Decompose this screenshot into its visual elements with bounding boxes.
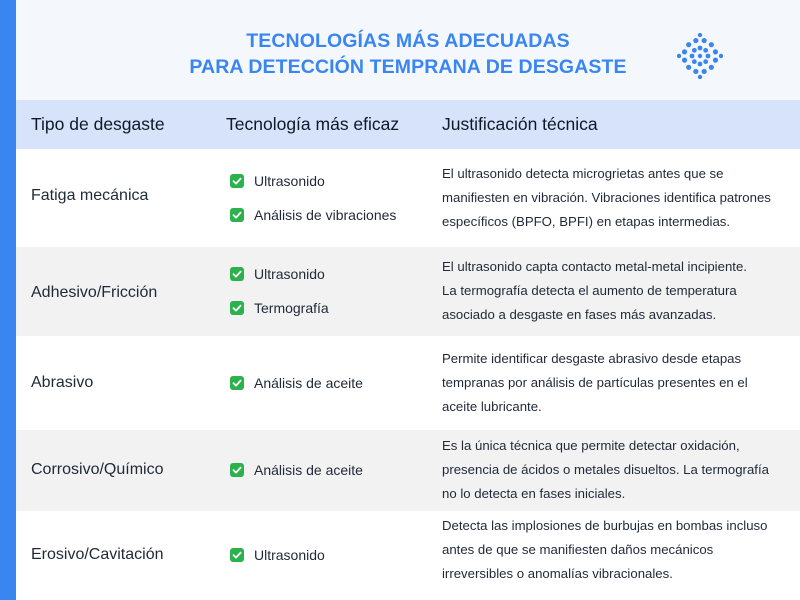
justification xyxy=(442,514,792,586)
check-icon xyxy=(230,463,244,477)
logo-dot xyxy=(690,54,695,59)
justification xyxy=(442,162,792,234)
logo-dot xyxy=(693,69,698,74)
logo-dot xyxy=(698,62,703,67)
justification-line: asociado a desgaste en fases más avanzadas. xyxy=(442,307,717,322)
logo-dot xyxy=(682,49,687,54)
logo-dot xyxy=(692,48,697,53)
logo-dot xyxy=(692,59,697,64)
column-header-technology: Tecnología más eficaz xyxy=(226,114,400,134)
table-row xyxy=(16,430,800,511)
logo-dot xyxy=(682,58,687,63)
justification-line: no lo detecta en fases iniciales. xyxy=(442,486,626,501)
logo-dot xyxy=(706,54,711,59)
check-icon xyxy=(230,376,244,390)
technology-item xyxy=(230,264,325,284)
justification-line: tempranas por análisis de partículas presentes en el xyxy=(442,375,748,390)
logo-dot xyxy=(713,58,718,63)
technology-label: Ultrasonido xyxy=(254,266,325,282)
justification-line: La termografía detecta el aumento de temperatura xyxy=(442,283,737,298)
technology-label: Análisis de aceite xyxy=(254,462,363,478)
logo-dot xyxy=(698,33,702,37)
technology-label: Análisis de aceite xyxy=(254,375,363,391)
wear-type: Abrasivo xyxy=(31,374,94,391)
logo-dot xyxy=(698,75,702,79)
wear-type: Fatiga mecánica xyxy=(31,187,149,204)
check-icon xyxy=(230,267,244,281)
technology-item xyxy=(230,545,325,565)
logo-dot xyxy=(693,38,698,43)
logo-dot xyxy=(709,42,714,47)
logo-dot xyxy=(713,49,718,54)
technology-item xyxy=(230,205,396,225)
logo-dot xyxy=(709,65,714,70)
logo-dot xyxy=(677,54,681,58)
logo-dot xyxy=(719,54,723,58)
check-icon xyxy=(230,301,244,315)
justification-line: Es la única técnica que permite detectar oxidación, xyxy=(442,438,740,453)
logo-dot xyxy=(698,46,703,51)
justification-line: El ultrasonido capta contacto metal-metal incipiente. xyxy=(442,259,747,274)
column-header-justification: Justificación técnica xyxy=(442,114,598,134)
header xyxy=(16,0,800,100)
table-header xyxy=(16,100,800,149)
justification xyxy=(442,434,792,506)
column-header-type: Tipo de desgaste xyxy=(31,114,165,134)
justification-line: Detecta las implosiones de burbujas en bombas incluso xyxy=(442,518,768,533)
justification xyxy=(442,255,792,327)
technology-item xyxy=(230,298,329,318)
technology-item xyxy=(230,171,325,191)
dot-cluster-logo-icon xyxy=(677,33,723,79)
technology-label: Termografía xyxy=(254,300,329,316)
logo-dot xyxy=(703,59,708,64)
table-row xyxy=(16,247,800,336)
table-row xyxy=(16,336,800,430)
justification-line: específicos (BPFO, BPFI) en etapas intermedias. xyxy=(442,214,731,229)
check-icon xyxy=(230,208,244,222)
title-line-1: TECNOLOGÍAS MÁS ADECUADAS xyxy=(246,30,570,52)
table-row xyxy=(16,149,800,247)
technology-item xyxy=(230,373,363,393)
table-row xyxy=(16,511,800,600)
technology-item xyxy=(230,460,363,480)
logo-dot xyxy=(702,69,707,74)
logo-dot xyxy=(686,65,691,70)
logo-dot xyxy=(702,38,707,43)
accent-bar xyxy=(0,0,16,600)
wear-type: Corrosivo/Químico xyxy=(31,461,164,478)
title-line-2: PARA DETECCIÓN TEMPRANA DE DESGASTE xyxy=(189,56,627,78)
justification-line: irreversibles o anomalías vibracionales. xyxy=(442,566,673,581)
justification-line: El ultrasonido detecta microgrietas antes que se xyxy=(442,166,724,181)
technology-label: Ultrasonido xyxy=(254,547,325,563)
technology-label: Análisis de vibraciones xyxy=(254,207,397,223)
logo-dot xyxy=(703,48,708,53)
justification-line: Permite identificar desgaste abrasivo desde etapas xyxy=(442,351,742,366)
logo-dot xyxy=(686,42,691,47)
wear-type: Erosivo/Cavitación xyxy=(31,546,164,563)
justification-line: presencia de ácidos o metales disueltos. La termografía xyxy=(442,462,769,477)
wear-type: Adhesivo/Fricción xyxy=(31,284,158,301)
logo-dot xyxy=(698,54,702,58)
justification xyxy=(442,347,792,419)
justification-line: antes de que se manifiesten daños mecánicos xyxy=(442,542,714,557)
check-icon xyxy=(230,174,244,188)
justification-line: manifiesten en vibración. Vibraciones identifica patrones xyxy=(442,190,771,205)
justification-line: aceite lubricante. xyxy=(442,399,542,414)
technology-label: Ultrasonido xyxy=(254,173,325,189)
check-icon xyxy=(230,548,244,562)
